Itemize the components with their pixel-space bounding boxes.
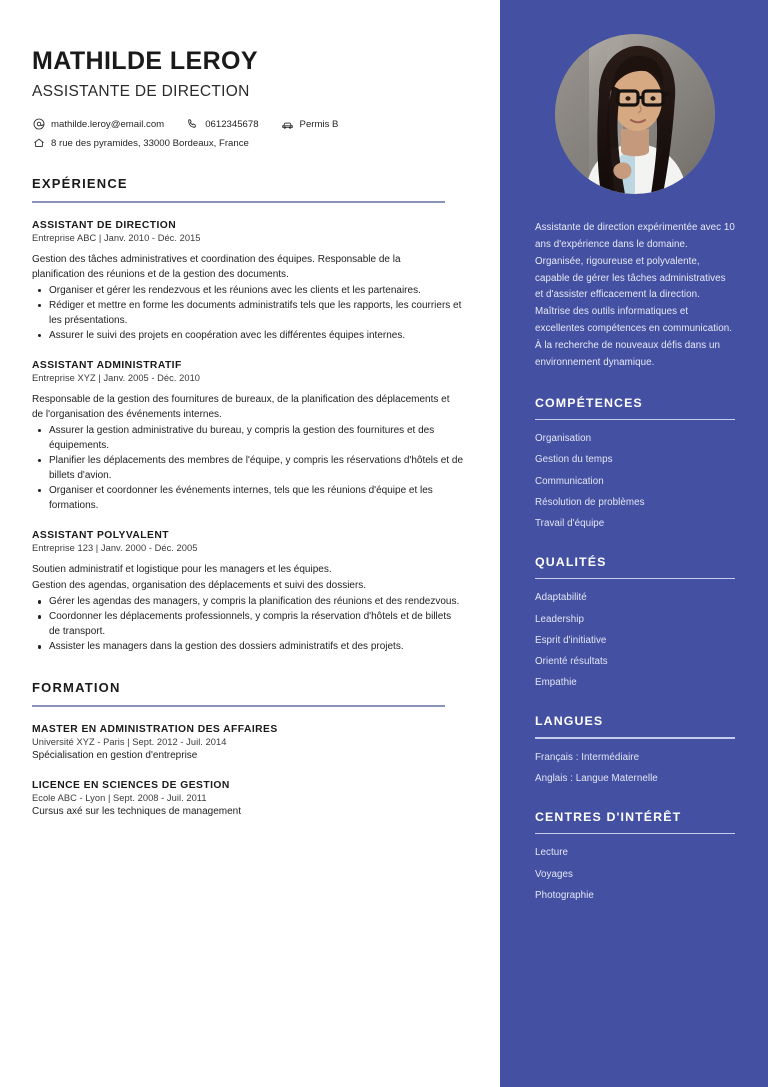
skills-list (535, 433, 735, 531)
list-item: Résolution de problèmes (535, 496, 645, 508)
experience-entry (32, 360, 497, 513)
list-item: Communication (535, 475, 604, 487)
contact-address (32, 137, 249, 150)
education-meta: Université XYZ - Paris | Sept. 2012 - Juil. 2014 (32, 737, 227, 748)
list-item: Photographie (535, 889, 594, 901)
list-item: Adaptabilité (535, 592, 587, 604)
list-item: Lecture (535, 847, 569, 859)
education-detail: Cursus axé sur les techniques de management (32, 806, 242, 818)
contact-address-value: 8 rue des pyramides, 33000 Bordeaux, France (51, 137, 249, 149)
job-title: ASSISTANTE DE DIRECTION (32, 82, 250, 100)
sidebar (500, 0, 768, 1087)
profile-summary: Assistante de direction expérimentée avec 10 ans d'expérience dans le domaine. Organisée, rigoureuse et polyvalente, capable de gérer les tâches administratives et d'assister efficacement la direction. Maîtrise des outils informatiques et excellentes compétences en communication. À la recherche de nouveaux défis dans un environnement dynamique. (535, 222, 735, 368)
experience-meta: Entreprise ABC | Janv. 2010 - Déc. 2015 (32, 232, 201, 243)
education-entry (32, 724, 497, 763)
contact-license (281, 118, 339, 131)
phone-icon (186, 118, 199, 131)
section-divider (535, 833, 735, 835)
contact-license-value: Permis B (299, 118, 339, 130)
list-item: Empathie (535, 677, 577, 689)
experience-description: Gestion des tâches administratives et coordination des équipes. Responsable de la planification des réunions et de la gestion des documents. (32, 253, 401, 280)
experience-title: ASSISTANT POLYVALENT (32, 530, 169, 542)
section-title-experience: EXPÉRIENCE (32, 175, 128, 191)
contact-block (32, 118, 497, 150)
section-skills (535, 396, 735, 531)
experience-entry (32, 220, 497, 343)
section-title-qualities: QUALITÉS (535, 554, 607, 569)
contact-email[interactable] (32, 118, 164, 131)
experience-entry (32, 530, 497, 654)
experience-title: ASSISTANT ADMINISTRATIF (32, 359, 182, 371)
section-divider (535, 419, 735, 421)
experience-description: Responsable de la gestion des fournitures de bureaux, de la planification des déplacements et de l'organisation des événements internes. (32, 393, 450, 421)
list-item: Esprit d'initiative (535, 634, 607, 646)
experience-bullets (32, 283, 497, 343)
list-item: Organisation (535, 433, 592, 445)
list-item: Organiser et coordonner les événements internes, tels que les réunions d'équipe et les formations. (49, 483, 464, 513)
list-item: Français : Intermédiaire (535, 751, 640, 763)
section-education (32, 680, 497, 819)
list-item: Organiser et gérer les rendezvous et les réunions avec les clients et les partenaires. (49, 283, 464, 298)
section-divider (32, 705, 445, 707)
list-item: Assurer le suivi des projets en coopération avec les différentes équipes internes. (49, 328, 464, 343)
section-qualities (535, 555, 735, 690)
education-title: MASTER EN ADMINISTRATION DES AFFAIRES (32, 724, 278, 736)
section-divider (535, 578, 735, 580)
home-icon (32, 137, 45, 150)
experience-bullets (32, 423, 497, 513)
education-entry (32, 780, 497, 819)
education-title: LICENCE EN SCIENCES DE GESTION (32, 780, 230, 792)
section-experience (32, 176, 497, 655)
list-item: Gérer les agendas des managers, y compris la planification des réunions et des rendezvous. (49, 594, 464, 609)
page-title: MATHILDE LEROY (32, 47, 258, 75)
section-divider (32, 201, 445, 203)
list-item: Planifier les déplacements des membres de l'équipe, y compris les réservations d'hôtels et de billets d'avion. (49, 455, 464, 482)
list-item: Assurer la gestion administrative du bureau, y compris la gestion des fournitures et des équipements. (49, 423, 464, 453)
car-icon (281, 118, 294, 131)
qualities-list (535, 592, 735, 690)
contact-phone-value: 0612345678 (205, 118, 259, 130)
list-item: Anglais : Langue Maternelle (535, 772, 658, 784)
education-meta: Ecole ABC - Lyon | Sept. 2008 - Juil. 2011 (32, 793, 207, 804)
experience-description-2: Gestion des agendas, organisation des déplacements et suivi des dossiers. (32, 580, 367, 592)
contact-row-address (32, 137, 497, 150)
section-title-interests: CENTRES D'INTÉRÊT (535, 809, 682, 824)
portrait-photo (555, 34, 715, 194)
section-interests (535, 810, 735, 903)
experience-description: Soutien administratif et logistique pour les managers et les équipes. (32, 564, 332, 576)
section-title-education: FORMATION (32, 680, 121, 696)
list-item: Rédiger et mettre en forme les documents administratifs tels que les rapports, les courriers et les présentations. (49, 298, 464, 328)
education-detail: Spécialisation en gestion d'entreprise (32, 750, 198, 762)
contact-row-primary (32, 118, 497, 131)
contact-email-value: mathilde.leroy@email.com (51, 118, 165, 130)
section-languages (535, 714, 735, 786)
avatar (555, 34, 715, 194)
list-item: Gestion du temps (535, 454, 613, 466)
experience-meta: Entreprise 123 | Janv. 2000 - Déc. 2005 (32, 543, 198, 554)
experience-title: ASSISTANT DE DIRECTION (32, 219, 177, 231)
list-item: Orienté résultats (535, 656, 608, 668)
interests-list (535, 847, 735, 902)
list-item: Travail d'équipe (535, 518, 605, 530)
experience-bullets (32, 594, 497, 654)
section-title-languages: LANGUES (535, 714, 604, 729)
experience-meta: Entreprise XYZ | Janv. 2005 - Déc. 2010 (32, 372, 201, 383)
list-item: Assister les managers dans la gestion des dossiers administratifs et des projets. (49, 639, 464, 654)
section-title-skills: COMPÉTENCES (535, 395, 643, 410)
contact-phone[interactable] (186, 118, 258, 131)
languages-list (535, 752, 735, 786)
list-item: Leadership (535, 613, 584, 625)
section-divider (535, 737, 735, 739)
list-item: Voyages (535, 868, 573, 880)
list-item: Coordonner les déplacements professionnels, y compris la réservation d'hôtels et de billets de transport. (49, 609, 464, 639)
email-icon (32, 118, 45, 131)
